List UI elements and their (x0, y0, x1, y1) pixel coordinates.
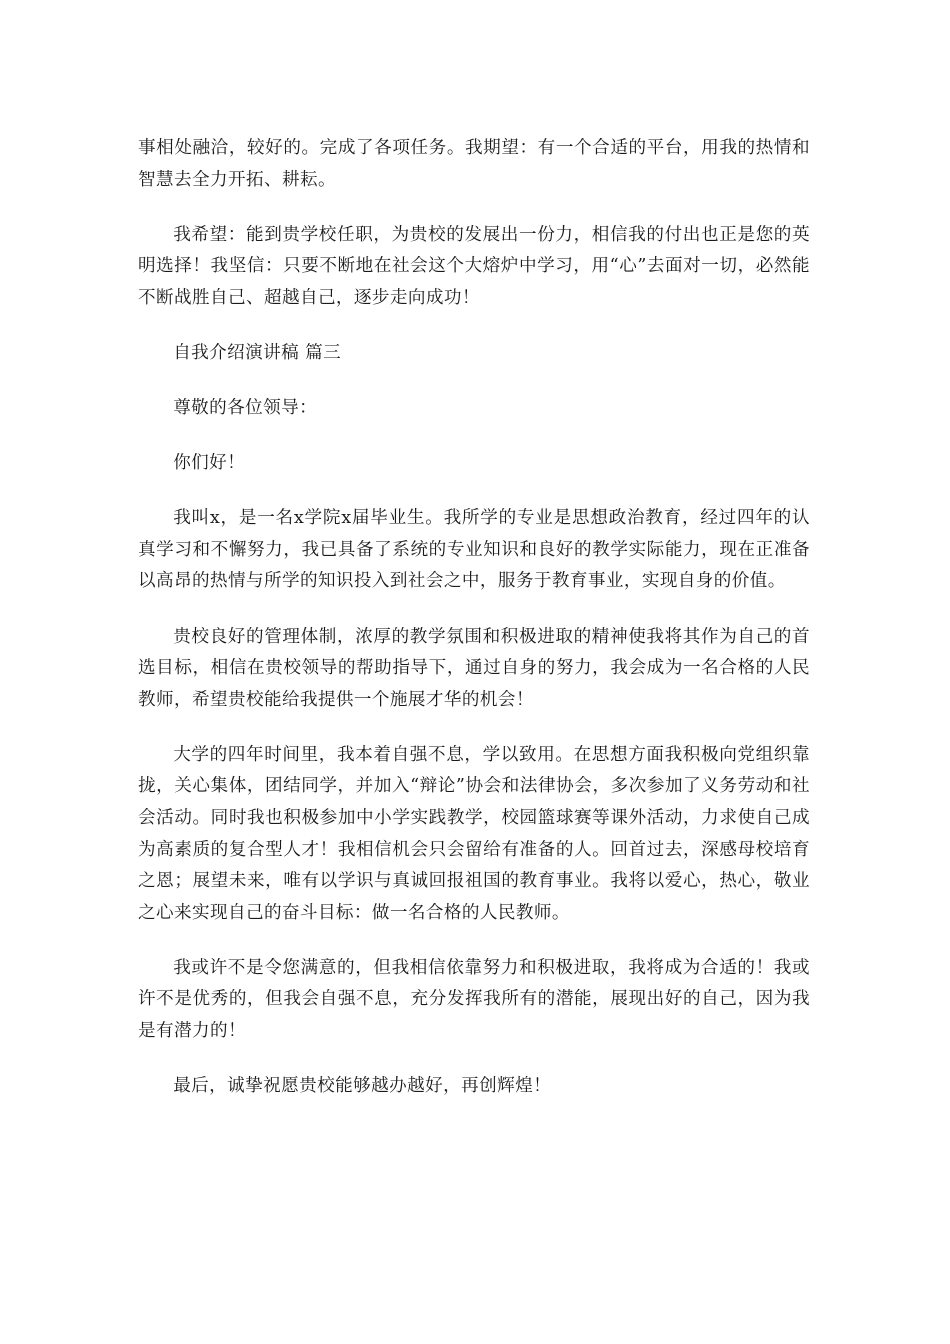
paragraph-university: 大学的四年时间里，我本着自强不息，学以致用。在思想方面我积极向党组织靠拢，关心集体，团结同学，并加入“辩论”协会和法律协会，多次参加了义务劳动和社会活动。同时我也积极参加中小学实践教学，校园篮球赛等课外活动，力求使自己成为高素质的复合型人才！我相信机会只会留给有准备的人。回首过去，深感母校培育之恩；展望未来，唯有以学识与真诚回报祖国的教育事业。我将以爱心，热心，敬业之心来实现自己的奋斗目标：做一名合格的人民教师。 (138, 744, 810, 923)
paragraph-hope: 我希望：能到贵学校任职，为贵校的发展出一份力，相信我的付出也正是您的英明选择！我坚信：只要不断地在社会这个大熔炉中学习，用“心”去面对一切，必然能不断战胜自己、超越自己，逐步走向成功！ (138, 224, 810, 308)
paragraph-intro: 我叫x，是一名x学院x届毕业生。我所学的专业是思想政治教育，经过四年的认真学习和不懈努力，我已具备了系统的专业知识和良好的教学实际能力，现在正准备以高昂的热情与所学的知识投入到社会之中，服务于教育事业，实现自身的价值。 (138, 508, 810, 592)
paragraph-school: 贵校良好的管理体制，浓厚的教学氛围和积极进取的精神使我将其作为自己的首选目标，相信在贵校领导的帮助指导下，通过自身的努力，我会成为一名合格的人民教师，希望贵校能给我提供一个施展才华的机会！ (138, 626, 810, 710)
paragraph-continuation: 事相处融洽，较好的。完成了各项任务。我期望：有一个合适的平台，用我的热情和智慧去全力开拓、耕耘。 (138, 138, 810, 190)
section-heading: 自我介绍演讲稿 篇三 (173, 342, 342, 363)
greeting: 你们好！ (173, 453, 246, 474)
document-body (138, 133, 810, 1126)
salutation: 尊敬的各位领导： (173, 398, 318, 419)
paragraph-potential: 我或许不是令您满意的，但我相信依靠努力和积极进取，我将成为合适的！我或许不是优秀的，但我会自强不息，充分发挥我所有的潜能，展现出好的自己，因为我是有潜力的！ (138, 957, 810, 1042)
paragraph-closing: 最后，诚挚祝愿贵校能够越办越好，再创辉煌！ (173, 1076, 552, 1097)
